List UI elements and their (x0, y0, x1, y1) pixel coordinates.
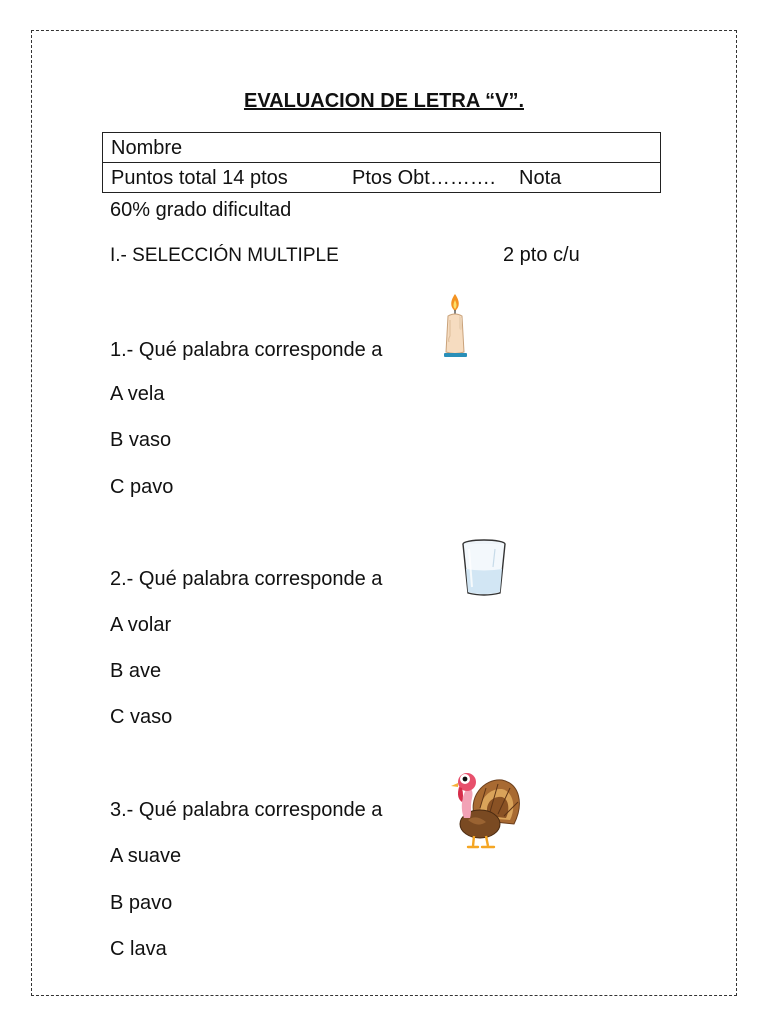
question-3-prompt: 3.- Qué palabra corresponde a (110, 799, 383, 821)
difficulty-text: 60% grado dificultad (110, 199, 292, 221)
score-row (103, 163, 660, 193)
question-1-option-a: A vela (110, 383, 165, 405)
question-1-option-b: B vaso (110, 429, 172, 451)
question-2-option-b: B ave (110, 660, 162, 682)
question-3-option-a: A suave (110, 845, 182, 867)
question-1-option-c: C pavo (110, 476, 174, 498)
candle-icon (438, 292, 474, 362)
section-heading: I.- SELECCIÓN MULTIPLE (110, 245, 339, 266)
section-points: 2 pto c/u (503, 244, 580, 266)
name-row (103, 133, 660, 163)
question-1-prompt: 1.- Qué palabra corresponde a (110, 339, 383, 361)
glass-icon (459, 537, 509, 599)
question-3-option-c: C lava (110, 938, 167, 960)
question-2-prompt: 2.- Qué palabra corresponde a (110, 568, 383, 590)
grade-label: Nota (519, 167, 562, 189)
page-title: EVALUACION DE LETRA “V”. (243, 90, 524, 112)
question-2-option-a: A volar (110, 614, 172, 636)
name-label: Nombre (111, 137, 183, 159)
obtained-points-label: Ptos Obt………. (352, 167, 496, 189)
total-points-label: Puntos total 14 ptos (111, 167, 288, 189)
student-info-box (102, 132, 661, 193)
question-2-option-c: C vaso (110, 706, 173, 728)
turkey-icon (446, 768, 522, 850)
question-3-option-b: B pavo (110, 892, 173, 914)
